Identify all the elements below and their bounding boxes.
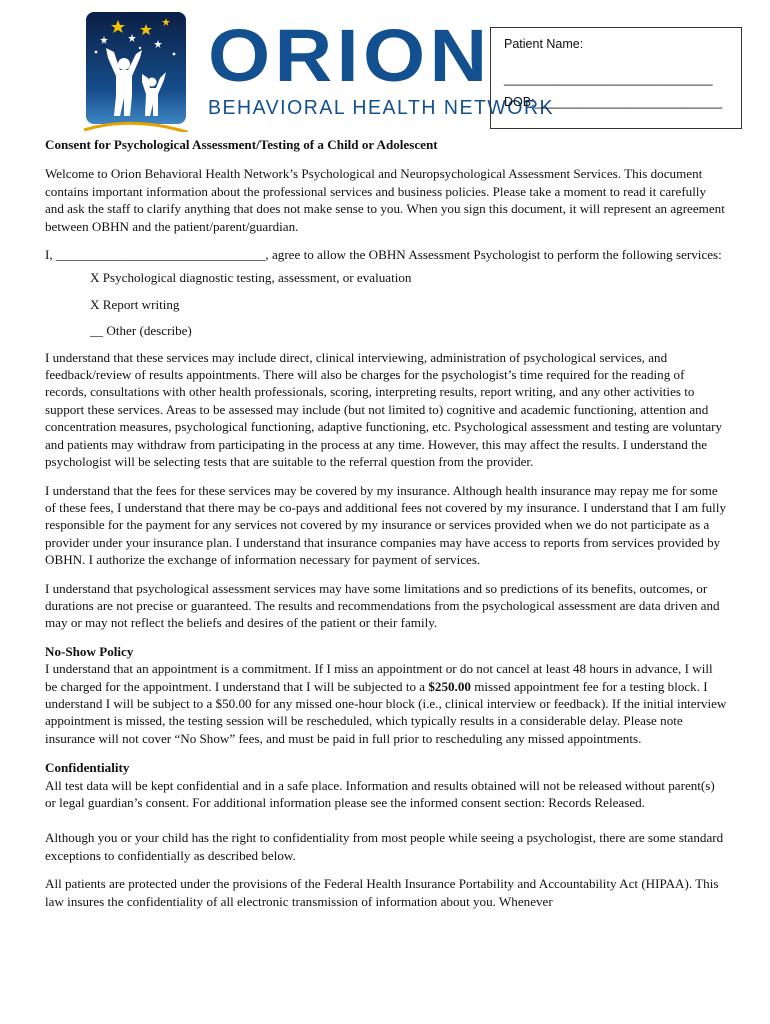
logo-subtitle: BEHAVIORAL HEALTH NETWORK [208, 96, 555, 119]
logo-wordmark: ORION [208, 14, 492, 97]
agreement-line[interactable]: I, ________________________________, agree to allow the OBHN Assessment Psychologist to perform the following services: [45, 247, 722, 263]
patient-info-box [490, 27, 742, 129]
confidentiality-paragraph: All test data will be kept confidential and in a safe place. Information and results obtained will not be released without parent(s) or legal guardian’s consent. For additional information please see the informed consent section: Records Released. [45, 777, 715, 810]
family-stars-logo-icon [84, 12, 188, 132]
noshow-text-1: I understand that an appointment is a commitment. If I miss an appointment or do not cancel at least 48 hours in advance, I will be charged for the appointment. I understand that I will be subjected to a [45, 661, 713, 694]
noshow-paragraph [45, 660, 727, 747]
service-item-report[interactable]: X Report writing [90, 296, 180, 312]
noshow-text-2: missed appointment fee for a testing block. I understand I will be subject to a $50.00 for any missed one-hour block (i.e., clinical interview or feedback). If the initial interview appointment is missed, the testing session will be rescheduled, which typically results in a considerable delay. Please note insurance will not cover “No Show” fees, and must be paid in full prior to rescheduling any missed appointments. [45, 678, 727, 746]
patient-name-label: Patient Name: [504, 37, 584, 51]
fees-paragraph: I understand that the fees for these services may be covered by my insurance. Although health insurance may repay me for some of these fees, I understand that there may be co-pays and additional fees not covered by my insurance. I understand that I am fully responsible for the payment for any services not covered by my insurance or services provided when we do not participate as a provider under your insurance plan. I understand that insurance companies may have access to reports from services provided by OBHN. I authorize the exchange of information necessary for payment of services. [45, 482, 727, 568]
confidentiality-heading: Confidentiality [45, 760, 130, 776]
limitations-paragraph: I understand that psychological assessment services may have some limitations and so predictions of its benefits, outcomes, or durations are not precise or guaranteed. The results and recommendations from the psychological assessment are data driven and may or may not reflect the beliefs and desires of the patient or their family. [45, 580, 720, 631]
dob-field[interactable]: DOB:___________________________ [504, 95, 723, 109]
service-item-diagnostic[interactable]: X Psychological diagnostic testing, assessment, or evaluation [90, 270, 412, 286]
document-title: Consent for Psychological Assessment/Testing of a Child or Adolescent [45, 137, 438, 152]
service-item-other[interactable]: __ Other (describe) [90, 323, 192, 339]
document-body [45, 136, 727, 910]
patient-name-field[interactable]: ______________________________ [504, 72, 713, 86]
noshow-heading: No-Show Policy [45, 643, 134, 659]
hipaa-paragraph: All patients are protected under the provisions of the Federal Health Insurance Portability and Accountability Act (HIPAA). This law insures the confidentiality of all electronic transmission of information about you. Whenever [45, 876, 719, 909]
welcome-paragraph: Welcome to Orion Behavioral Health Network’s Psychological and Neuropsychological Assessment Services. This document contains important information about the professional services and business policies. Please take a moment to read it carefully and ask the staff to clarify anything that does not make sense to you. When you sign this document, it will represent an agreement between OBHN and the patient/parent/guardian. [45, 166, 725, 234]
noshow-fee: $250.00 [428, 678, 471, 694]
exceptions-paragraph: Although you or your child has the right to confidentiality from most people while seeing a psychologist, there are some standard exceptions to confidentially as described below. [45, 830, 724, 863]
services-paragraph: I understand that these services may include direct, clinical interviewing, administration of psychological services, and feedback/review of results appointments. There will also be charges for the psychologist’s time required for the reading of records, consultations with other health professionals, scoring, interpreting results, report writing, and any other activities to support these services. Areas to be assessed may include (but not limited to) cognitive and academic functioning, attention and concentration measures, psychological functioning, adaptive functioning, etc. Psychological assessment and testing are voluntary and patients may withdraw from participating in the process at any time. However, this may affect the results. I understand the psychologist will be selecting tests that are suitable to the referral question from the provider. [45, 349, 723, 470]
services-list [90, 269, 727, 339]
